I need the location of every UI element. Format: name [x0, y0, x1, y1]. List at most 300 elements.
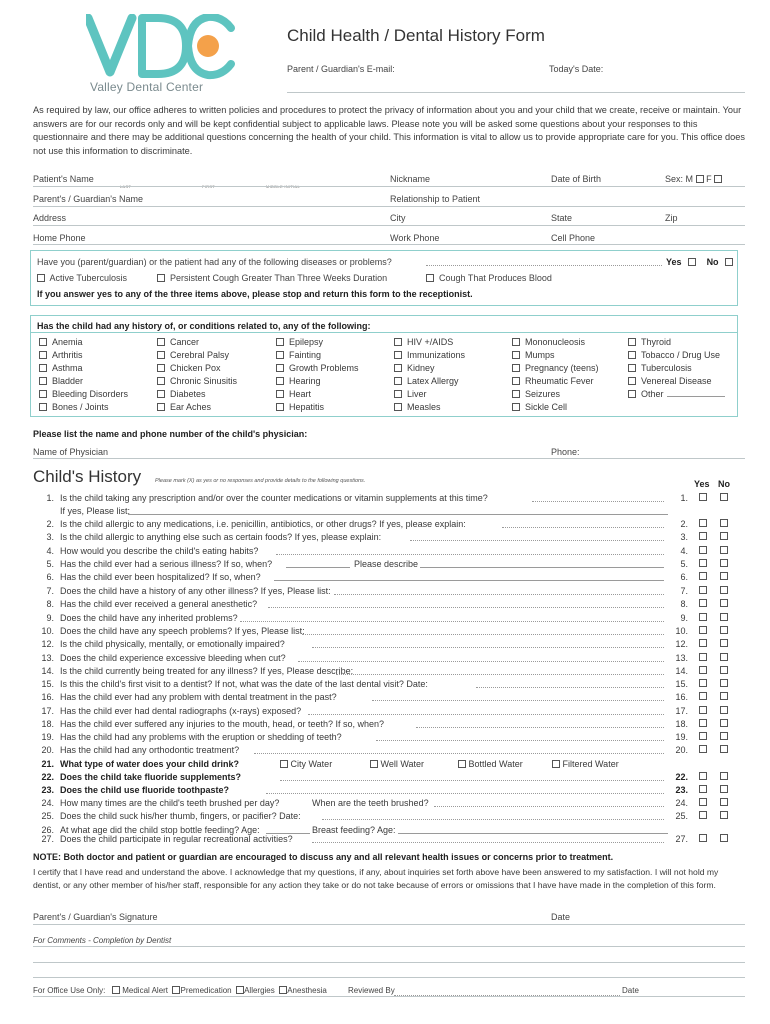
question-number: 22. — [41, 772, 54, 782]
condition-item[interactable] — [512, 401, 599, 414]
answer-number: 5. — [680, 559, 688, 569]
water-option[interactable] — [280, 759, 332, 769]
yes-checkbox[interactable] — [699, 732, 707, 740]
office-use-row — [33, 986, 327, 995]
condition-label: Rheumatic Fever — [525, 376, 594, 386]
physician-prompt: Please list the name and phone number of the child's physician: — [33, 429, 308, 439]
history-question — [36, 626, 736, 639]
question-leader — [372, 692, 664, 701]
question-number: 23. — [41, 785, 54, 795]
yes-checkbox[interactable] — [699, 546, 707, 554]
answer-number: 6. — [680, 572, 688, 582]
condition-item[interactable] — [157, 388, 237, 401]
condition-item[interactable] — [394, 375, 465, 388]
history-question — [36, 572, 736, 585]
no-checkbox[interactable] — [720, 679, 728, 687]
condition-checkbox[interactable] — [628, 390, 636, 398]
question-leader — [532, 493, 664, 502]
yes-checkbox[interactable] — [699, 532, 707, 540]
answer-blank[interactable] — [266, 825, 310, 834]
cough-duration-checkbox[interactable] — [157, 274, 165, 282]
condition-checkbox[interactable] — [39, 364, 47, 372]
answer-number: 9. — [680, 613, 688, 623]
question-number: 19. — [41, 732, 54, 742]
question-number: 10. — [41, 626, 54, 636]
answer-number: 4. — [680, 546, 688, 556]
address-row-rule[interactable] — [33, 225, 745, 226]
condition-checkbox[interactable] — [157, 338, 165, 346]
question-text: Does the child take fluoride supplements? — [60, 772, 242, 782]
sex-f-label: F — [706, 174, 712, 184]
condition-checkbox[interactable] — [628, 338, 636, 346]
condition-item[interactable] — [628, 388, 725, 401]
condition-item[interactable] — [628, 349, 725, 362]
yes-checkbox[interactable] — [699, 493, 707, 501]
condition-item[interactable] — [512, 362, 599, 375]
question-leader — [476, 679, 664, 688]
question-leader — [312, 834, 664, 843]
condition-label: Mumps — [525, 350, 555, 360]
history-question — [36, 798, 736, 811]
tb-checkbox[interactable] — [37, 274, 45, 282]
condition-label: Tuberculosis — [641, 363, 692, 373]
yes-checkbox[interactable] — [699, 572, 707, 580]
physician-rule[interactable] — [33, 458, 745, 459]
condition-label: Kidney — [407, 363, 435, 373]
office-option-label: Anesthesia — [287, 986, 327, 995]
office-date-label: Date — [622, 986, 639, 995]
water-option[interactable] — [552, 759, 619, 769]
question-text: Has the child ever had any problem with dental treatment in the past? — [60, 692, 337, 702]
conditions-col-3 — [276, 336, 359, 414]
reviewed-by-label: Reviewed By — [348, 986, 395, 995]
question-text: Has the child ever received a general anesthetic? — [60, 599, 258, 609]
last-label: LAST — [120, 184, 132, 189]
answer-blank[interactable] — [398, 825, 668, 834]
no-checkbox[interactable] — [720, 532, 728, 540]
yes-checkbox[interactable] — [699, 785, 707, 793]
condition-item[interactable] — [157, 349, 237, 362]
disease-yes-no — [666, 257, 733, 267]
history-question — [36, 493, 736, 506]
answer-blank[interactable] — [274, 572, 664, 581]
history-question — [36, 613, 736, 626]
history-question — [36, 679, 736, 692]
condition-item[interactable] — [39, 362, 128, 375]
condition-item[interactable] — [394, 349, 465, 362]
history-question — [36, 666, 736, 679]
no-checkbox[interactable] — [720, 785, 728, 793]
disease-question-leader — [426, 257, 662, 266]
answer-blank[interactable] — [286, 559, 350, 568]
yes-checkbox[interactable] — [699, 599, 707, 607]
condition-item[interactable] — [276, 401, 359, 414]
condition-label: Hearing — [289, 376, 321, 386]
condition-checkbox[interactable] — [276, 377, 284, 385]
no-checkbox[interactable] — [720, 519, 728, 527]
history-question — [36, 732, 736, 745]
city-water-checkbox[interactable] — [280, 760, 288, 768]
condition-checkbox[interactable] — [276, 403, 284, 411]
condition-checkbox[interactable] — [157, 351, 165, 359]
history-question — [36, 706, 736, 719]
office-use-label: For Office Use Only: — [33, 986, 106, 995]
condition-label: Anemia — [52, 337, 83, 347]
yes-checkbox[interactable] — [699, 679, 707, 687]
disease-item-1[interactable] — [37, 273, 127, 283]
logo-name: Valley Dental Center — [90, 80, 204, 94]
question-text: Is the child currently being treated for any illness? If yes, Please describe: — [60, 666, 354, 676]
filtered-water-checkbox[interactable] — [552, 760, 560, 768]
condition-checkbox[interactable] — [157, 364, 165, 372]
well-water-checkbox[interactable] — [370, 760, 378, 768]
state-label: State — [551, 213, 573, 223]
history-question — [36, 745, 736, 758]
condition-item[interactable] — [628, 362, 725, 375]
condition-checkbox[interactable] — [276, 338, 284, 346]
history-question-followup — [36, 506, 736, 519]
privacy-statement: As required by law, our office adheres to written policies and procedures to protect the privacy of information about you and your child that we create, receive or maintain. Your answers are for our records only and will be kept confidential subject to applicable laws. Please note you will be asked some questions about your responses to this questionnaire and there may be additional questions concerning the health of your child. This information is vital to allow us to provide appropriate care for you. This office does not use this information to discriminate. — [33, 105, 745, 156]
answer-number: 16. — [675, 692, 688, 702]
question-number: 5. — [46, 559, 54, 569]
history-question — [36, 639, 736, 652]
guardian-name-label: Parent's / Guardian's Name — [33, 194, 143, 204]
other-condition-blank[interactable] — [667, 388, 725, 397]
condition-checkbox[interactable] — [39, 351, 47, 359]
disease-no-checkbox[interactable] — [725, 258, 733, 266]
question-number: 7. — [46, 586, 54, 596]
history-question — [36, 599, 736, 612]
zip-label: Zip — [665, 213, 678, 223]
condition-label: Tobacco / Drug Use — [641, 350, 721, 360]
comments-rule-1[interactable] — [33, 946, 745, 947]
conditions-col-1 — [39, 336, 128, 414]
condition-checkbox[interactable] — [157, 403, 165, 411]
condition-item[interactable] — [394, 336, 465, 349]
allergies-checkbox[interactable] — [236, 986, 244, 994]
answer-number: 24. — [675, 798, 688, 808]
condition-checkbox[interactable] — [512, 403, 520, 411]
condition-checkbox[interactable] — [276, 390, 284, 398]
comments-rule-3[interactable] — [33, 977, 745, 978]
no-checkbox[interactable] — [720, 546, 728, 554]
condition-item[interactable] — [276, 375, 359, 388]
no-checkbox[interactable] — [720, 572, 728, 580]
question-text: Has the child ever had a serious illness? If so, when? — [60, 559, 273, 569]
sex-m-checkbox[interactable] — [696, 175, 704, 183]
no-checkbox[interactable] — [720, 798, 728, 806]
conditions-col-6 — [628, 336, 725, 401]
condition-checkbox[interactable] — [394, 403, 402, 411]
bottled-water-checkbox[interactable] — [458, 760, 466, 768]
yes-checkbox[interactable] — [699, 666, 707, 674]
yes-checkbox[interactable] — [699, 706, 707, 714]
question-text: Has the child had any problems with the eruption or shedding of teeth? — [60, 732, 342, 742]
conditions-col-5 — [512, 336, 599, 414]
home-phone-label: Home Phone — [33, 233, 86, 243]
yes-checkbox[interactable] — [699, 772, 707, 780]
history-question — [36, 772, 736, 785]
medical-alert-checkbox[interactable] — [112, 986, 120, 994]
question-text: Does the child use fluoride toothpaste? — [60, 785, 230, 795]
condition-label: Chicken Pox — [170, 363, 221, 373]
condition-label: Immunizations — [407, 350, 466, 360]
cell-phone-label: Cell Phone — [551, 233, 596, 243]
condition-label: Latex Allergy — [407, 376, 459, 386]
question-number: 20. — [41, 745, 54, 755]
question-number: 26. — [41, 825, 54, 835]
no-checkbox[interactable] — [720, 626, 728, 634]
answer-number: 22. — [675, 772, 688, 782]
condition-checkbox[interactable] — [512, 351, 520, 359]
answer-number: 19. — [675, 732, 688, 742]
condition-checkbox[interactable] — [157, 377, 165, 385]
condition-checkbox[interactable] — [512, 377, 520, 385]
condition-item[interactable] — [39, 336, 128, 349]
condition-checkbox[interactable] — [39, 403, 47, 411]
condition-item[interactable] — [512, 336, 599, 349]
condition-checkbox[interactable] — [157, 390, 165, 398]
condition-label: Thyroid — [641, 337, 672, 347]
no-checkbox[interactable] — [720, 599, 728, 607]
answer-number: 2. — [680, 519, 688, 529]
condition-checkbox[interactable] — [512, 390, 520, 398]
condition-item[interactable] — [394, 388, 465, 401]
yes-checkbox[interactable] — [699, 745, 707, 753]
physician-name-label: Name of Physician — [33, 447, 109, 457]
question-leader — [266, 785, 664, 794]
question-text: Has the child ever suffered any injuries to the mouth, head, or teeth? If so, when? — [60, 719, 385, 729]
condition-item[interactable] — [39, 401, 128, 414]
condition-item[interactable] — [157, 336, 237, 349]
condition-item[interactable] — [39, 349, 128, 362]
todays-date-label: Today's Date: — [549, 64, 604, 74]
question-leader — [308, 706, 664, 715]
condition-checkbox[interactable] — [276, 351, 284, 359]
no-checkbox[interactable] — [720, 639, 728, 647]
yes-checkbox[interactable] — [699, 586, 707, 594]
middle-label: MIDDLE INITIAL — [266, 184, 300, 189]
disease-no-label: No — [706, 257, 719, 267]
condition-checkbox[interactable] — [394, 351, 402, 359]
condition-checkbox[interactable] — [394, 364, 402, 372]
condition-checkbox[interactable] — [628, 364, 636, 372]
condition-item[interactable] — [276, 388, 359, 401]
answer-number: 8. — [680, 599, 688, 609]
comments-rule-2[interactable] — [33, 962, 745, 963]
condition-label: Seizures — [525, 389, 561, 399]
question-leader — [334, 586, 664, 595]
yes-checkbox[interactable] — [699, 692, 707, 700]
signature-rule[interactable] — [33, 924, 745, 925]
question-text: Has the child ever had dental radiographs (x-rays) exposed? — [60, 706, 302, 716]
work-phone-label: Work Phone — [390, 233, 440, 243]
condition-checkbox[interactable] — [512, 338, 520, 346]
yes-checkbox[interactable] — [699, 519, 707, 527]
vdc-logo — [80, 8, 240, 98]
condition-item[interactable] — [276, 349, 359, 362]
question-number: 13. — [41, 653, 54, 663]
yes-checkbox[interactable] — [699, 834, 707, 842]
no-checkbox[interactable] — [720, 653, 728, 661]
yes-checkbox[interactable] — [699, 653, 707, 661]
answer-blank[interactable] — [128, 506, 668, 515]
question-text: Does the child have a history of any other illness? If yes, Please list: — [60, 586, 331, 596]
no-checkbox[interactable] — [720, 811, 728, 819]
no-checkbox[interactable] — [720, 745, 728, 753]
reviewed-by-leader[interactable] — [394, 987, 620, 996]
question-leader — [502, 519, 664, 528]
no-checkbox[interactable] — [720, 706, 728, 714]
condition-item[interactable] — [39, 388, 128, 401]
question-text: Has the child had any orthodontic treatment? — [60, 745, 240, 755]
sex-m-label: M — [685, 174, 694, 184]
history-question — [36, 811, 736, 824]
sex-f-checkbox[interactable] — [714, 175, 722, 183]
condition-checkbox[interactable] — [276, 364, 284, 372]
question-leader — [434, 798, 664, 807]
cough-blood-checkbox[interactable] — [426, 274, 434, 282]
question-text: Is this the child's first visit to a dentist? If not, what was the date of the last dental visit? Date: — [60, 679, 428, 689]
history-question — [36, 546, 736, 559]
answer-number: 1. — [680, 493, 688, 503]
no-checkbox[interactable] — [720, 732, 728, 740]
question-text: What type of water does your child drink? — [60, 759, 240, 769]
no-checkbox[interactable] — [720, 666, 728, 674]
guardian-row-rule[interactable] — [33, 206, 745, 207]
no-checkbox[interactable] — [720, 834, 728, 842]
water-option[interactable] — [370, 759, 424, 769]
history-yes-header: Yes — [694, 479, 710, 489]
no-checkbox[interactable] — [720, 559, 728, 567]
condition-checkbox[interactable] — [512, 364, 520, 372]
question-leader — [322, 811, 664, 820]
question-number: 14. — [41, 666, 54, 676]
disease-yes-checkbox[interactable] — [688, 258, 696, 266]
conditions-title: Has the child had any history of, or conditions related to, any of the following: — [37, 321, 371, 331]
history-question — [36, 532, 736, 545]
answer-number: 3. — [680, 532, 688, 542]
condition-item[interactable] — [157, 401, 237, 414]
condition-checkbox[interactable] — [394, 377, 402, 385]
condition-checkbox[interactable] — [39, 390, 47, 398]
condition-checkbox[interactable] — [39, 377, 47, 385]
yes-checkbox[interactable] — [699, 613, 707, 621]
question-text: Does the child have any speech problems? If yes, Please list: — [60, 626, 305, 636]
conditions-divider — [30, 332, 738, 333]
condition-item[interactable] — [512, 375, 599, 388]
condition-item[interactable] — [157, 375, 237, 388]
question-number: 12. — [41, 639, 54, 649]
question-number: 24. — [41, 798, 54, 808]
question-leader — [254, 745, 664, 754]
note-text: NOTE: Both doctor and patient or guardian are encouraged to discuss any and all relevant health issues or concerns prior to treatment. — [33, 852, 614, 862]
yes-checkbox[interactable] — [699, 626, 707, 634]
city-label: City — [390, 213, 406, 223]
condition-label: Venereal Disease — [641, 376, 712, 386]
question-text: Does the child have any inherited problems? — [60, 613, 238, 623]
question-number: 3. — [46, 532, 54, 542]
question-text: Does the child experience excessive bleeding when cut? — [60, 653, 286, 663]
condition-checkbox[interactable] — [394, 338, 402, 346]
condition-item[interactable] — [394, 401, 465, 414]
yes-checkbox[interactable] — [699, 639, 707, 647]
disease-item-2[interactable] — [157, 273, 387, 283]
sex-label: Sex: — [665, 174, 684, 184]
answer-number: 13. — [675, 653, 688, 663]
no-checkbox[interactable] — [720, 586, 728, 594]
condition-label: Pregnancy (teens) — [525, 363, 599, 373]
condition-checkbox[interactable] — [394, 390, 402, 398]
condition-item[interactable] — [628, 375, 725, 388]
option-label: Well Water — [380, 759, 425, 769]
signature-label: Parent's / Guardian's Signature — [33, 912, 158, 922]
question-text: Is the child physically, mentally, or emotionally impaired? — [60, 639, 285, 649]
yes-checkbox[interactable] — [699, 798, 707, 806]
condition-item[interactable] — [512, 388, 599, 401]
no-checkbox[interactable] — [720, 772, 728, 780]
no-checkbox[interactable] — [720, 613, 728, 621]
no-checkbox[interactable] — [720, 493, 728, 501]
patient-row-rule[interactable] — [33, 186, 745, 187]
condition-checkbox[interactable] — [628, 351, 636, 359]
question-number: 21. — [41, 759, 54, 769]
yes-checkbox[interactable] — [699, 811, 707, 819]
history-question — [36, 519, 736, 532]
answer-number: 25. — [675, 811, 688, 821]
yes-checkbox[interactable] — [699, 559, 707, 567]
condition-item[interactable] — [39, 375, 128, 388]
condition-item[interactable] — [276, 362, 359, 375]
nickname-label: Nickname — [390, 174, 431, 184]
header-rule — [287, 92, 745, 93]
condition-checkbox[interactable] — [628, 377, 636, 385]
no-checkbox[interactable] — [720, 692, 728, 700]
comments-label: For Comments - Completion by Dentist — [33, 936, 172, 945]
question-text: How would you describe the child's eating habits? — [60, 546, 259, 556]
option-label: City Water — [290, 759, 333, 769]
condition-item[interactable] — [276, 336, 359, 349]
office-option-label: Premedication — [180, 986, 232, 995]
disease-item-3[interactable] — [426, 273, 552, 283]
water-option[interactable] — [458, 759, 523, 769]
question-leader — [416, 719, 664, 728]
question-text: How many times are the child's teeth brushed per day? — [60, 798, 280, 808]
phone-row-rule[interactable] — [33, 244, 745, 245]
answer-number: 27. — [675, 834, 688, 844]
condition-item[interactable] — [157, 362, 237, 375]
sex-field — [665, 174, 722, 184]
yes-checkbox[interactable] — [699, 719, 707, 727]
condition-item[interactable] — [628, 336, 725, 349]
answer-number: 10. — [675, 626, 688, 636]
question-number: 4. — [46, 546, 54, 556]
condition-item[interactable] — [394, 362, 465, 375]
relationship-label: Relationship to Patient — [390, 194, 481, 204]
question-text: Has the child ever been hospitalized? If so, when? — [60, 572, 261, 582]
condition-checkbox[interactable] — [39, 338, 47, 346]
condition-label: Bladder — [52, 376, 84, 386]
answer-number: 12. — [675, 639, 688, 649]
question-text: If yes, Please list: — [60, 506, 131, 516]
answer-blank[interactable] — [420, 559, 664, 568]
form-title: Child Health / Dental History Form — [287, 26, 545, 45]
no-checkbox[interactable] — [720, 719, 728, 727]
question-leader — [302, 626, 664, 635]
condition-item[interactable] — [512, 349, 599, 362]
condition-label: Ear Aches — [170, 402, 212, 412]
question-leader — [376, 732, 664, 741]
